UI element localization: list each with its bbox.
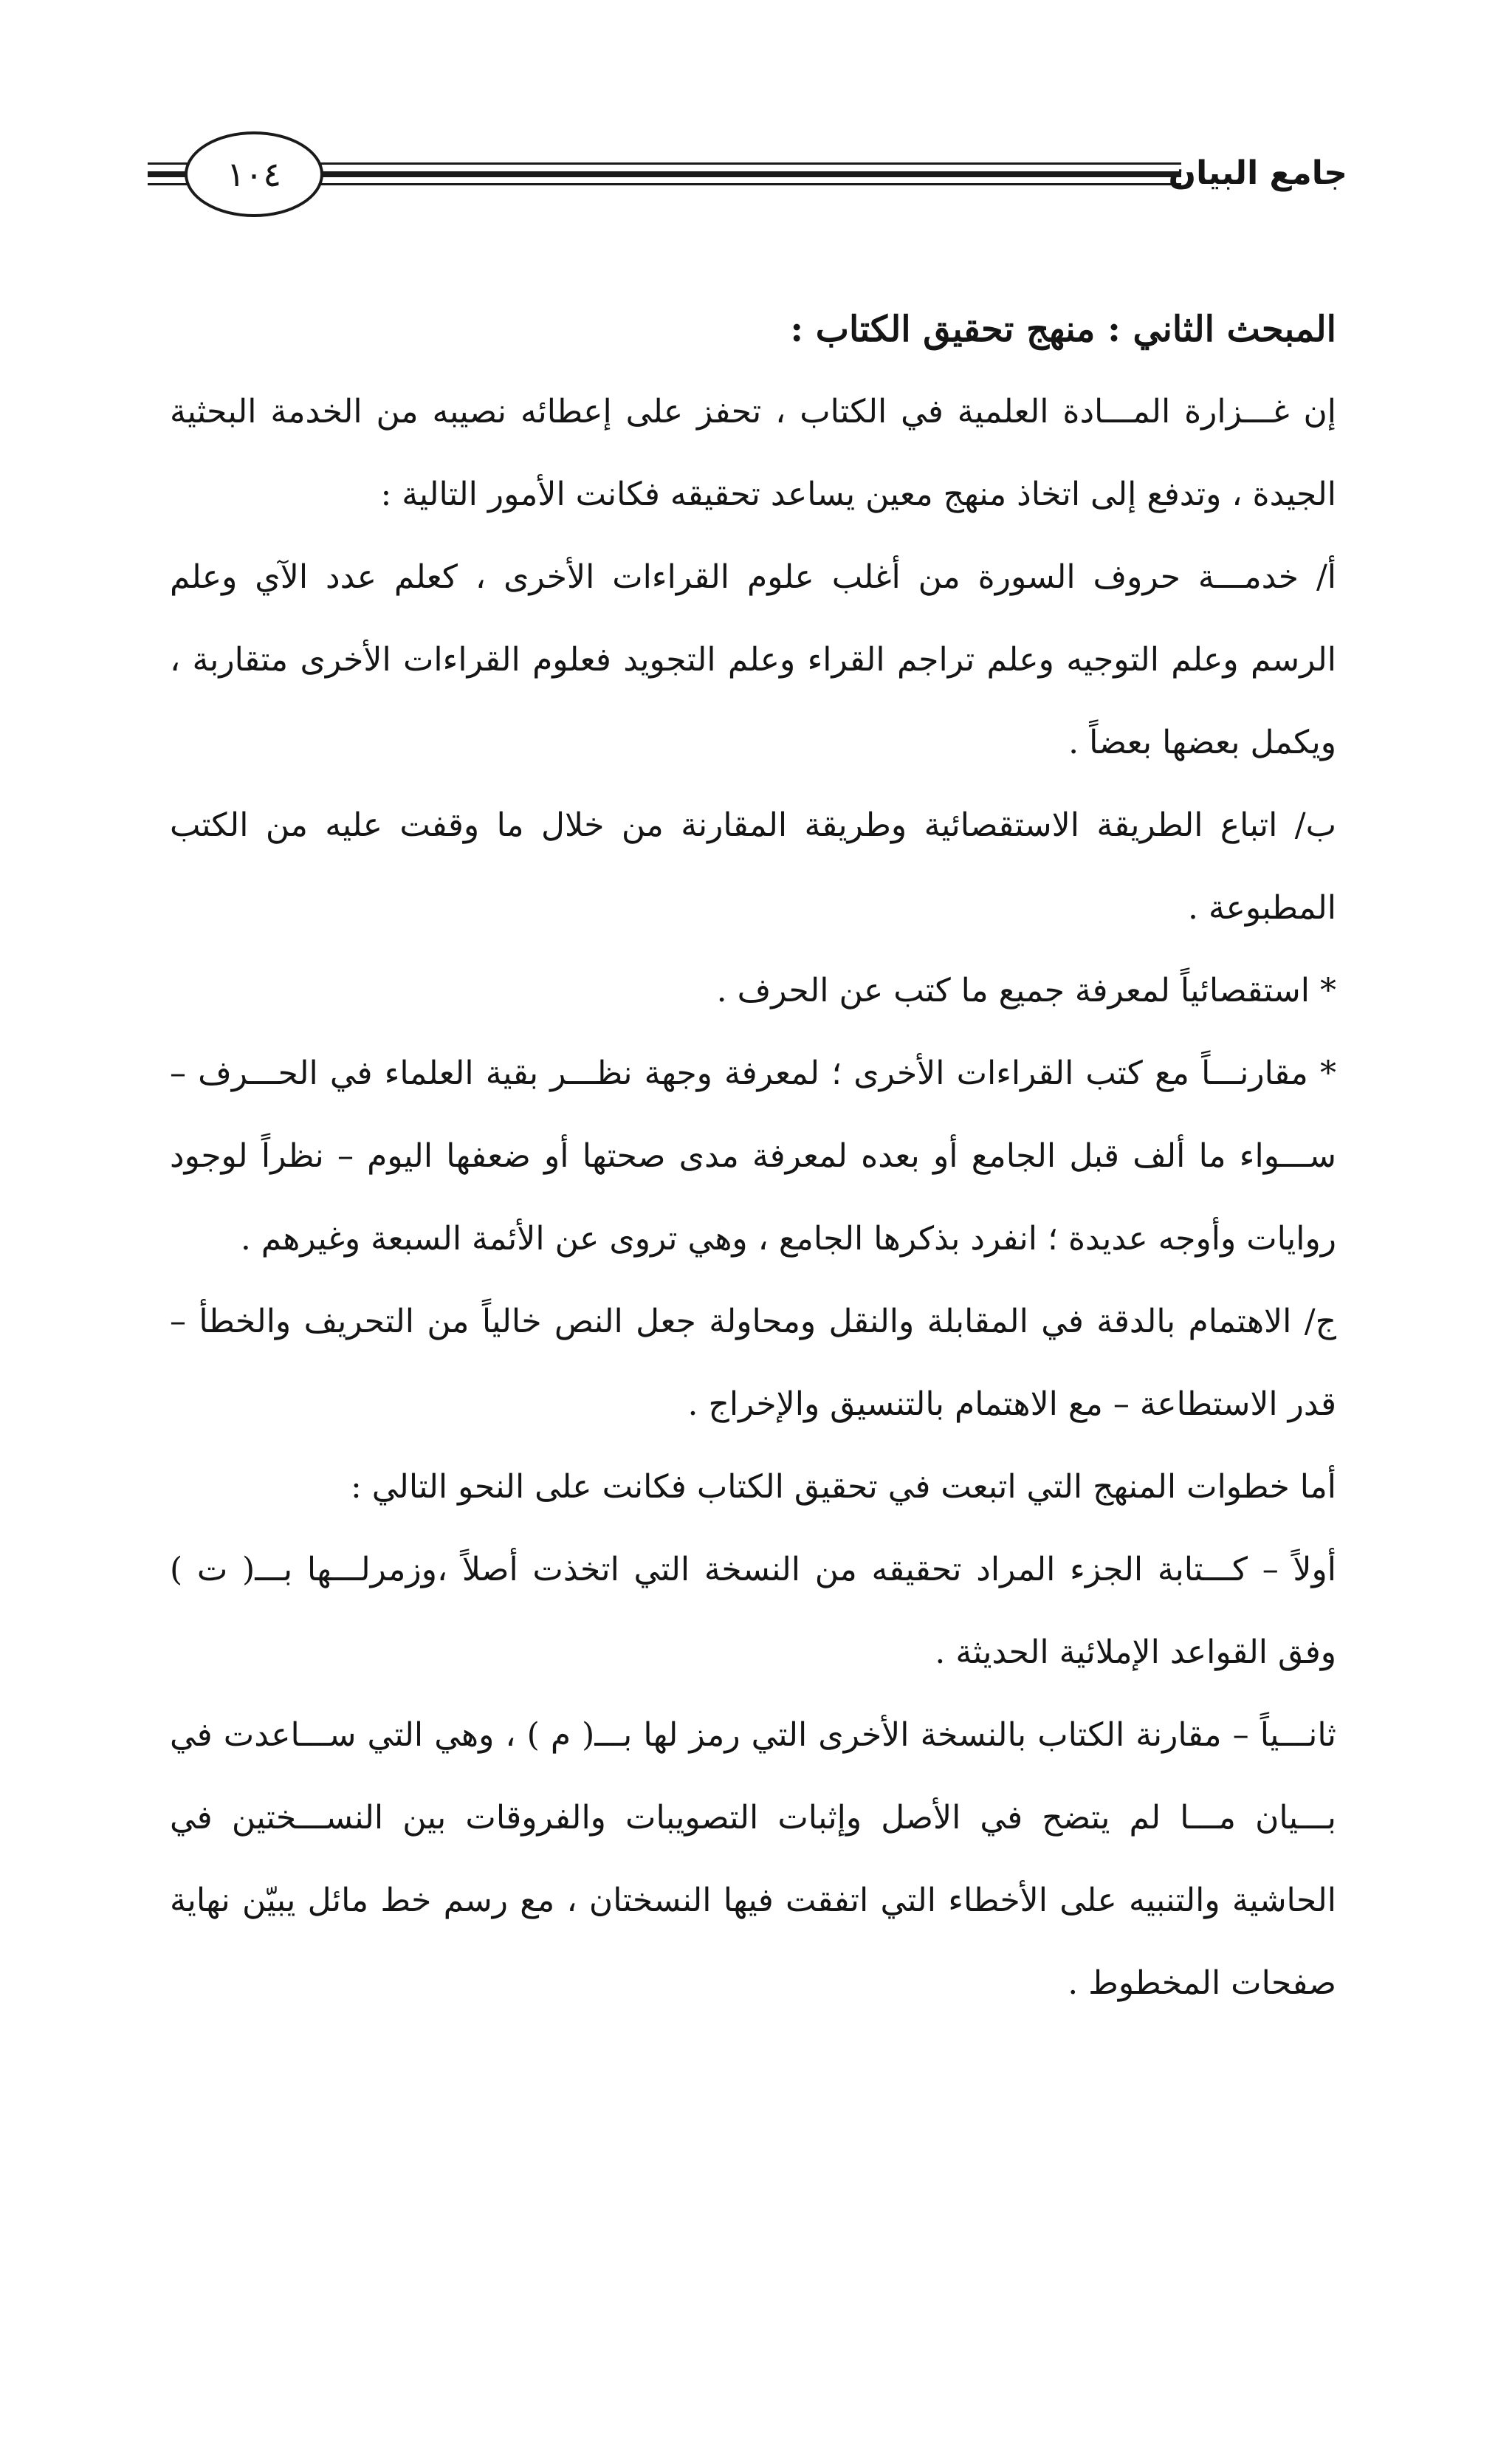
paragraph-intro: إن غـــزارة المـــادة العلمية في الكتاب ، تحفز على إعطائه نصيبه من الخدمة البحثية الجيدة ، وتدفع إلى اتخاذ منهج معين يساعد تحقيقه فكانت الأمور التالية :	[170, 393, 1336, 513]
paragraph-step-one: أولاً – كـــتابة الجزء المراد تحقيقه من النسخة التي اتخذت أصلاً ،وزمرلـــها بـــ( ت ) وفق القواعد الإملائية الحديثة .	[170, 1551, 1336, 1671]
book-title: جامع البيان	[1168, 154, 1347, 192]
paragraph-steps-intro: أما خطوات المنهج التي اتبعت في تحقيق الكتاب فكانت على النحو التالي :	[350, 1468, 1336, 1506]
section-title: المبحث الثاني : منهج تحقيق الكتاب :	[790, 309, 1336, 350]
page-number: ١٠٤	[226, 154, 282, 194]
bullet-istiqsa: * استقصائياً لمعرفة جميع ما كتب عن الحرف .	[716, 972, 1336, 1009]
paragraph-jim: ج/ الاهتمام بالدقة في المقابلة والنقل ومحاولة جعل النص خالياً من التحريف والخطأ – قدر الاستطاعة – مع الاهتمام بالتنسيق والإخراج .	[170, 1303, 1336, 1423]
page-header	[0, 0, 1512, 244]
paragraph-alif: أ/ خدمـــة حروف السورة من أغلب علوم القراءات الأخرى ، كعلم عدد الآي وعلم الرسم وعلم التوجيه وعلم تراجم القراء وعلم التجويد فعلوم القراءات الأخرى متقاربة ، ويكمل بعضها بعضاً .	[170, 558, 1336, 761]
page-body	[170, 288, 1336, 2025]
page-number-oval	[185, 131, 323, 217]
paragraph-step-two: ثانـــياً – مقارنة الكتاب بالنسخة الأخرى التي رمز لها بـــ( م ) ، وهي التي ســـاعدت في بـــيان مـــا لم يتضح في الأصل وإثبات التصويبات والفروقات بين النســـختين في الحاشية والتنبيه على الأخطاء التي اتفقت فيها النسختان ، مع رسم خط مائل يبيّن نهاية صفحات المخطوط .	[170, 1716, 1336, 2002]
paragraph-ba: ب/ اتباع الطريقة الاستقصائية وطريقة المقارنة من خلال ما وقفت عليه من الكتب المطبوعة .	[170, 806, 1336, 927]
bullet-muqarana: * مقارنـــاً مع كتب القراءات الأخرى ؛ لمعرفة وجهة نظـــر بقية العلماء في الحـــرف – ســـواء ما ألف قبل الجامع أو بعده لمعرفة مدى صحتها أو ضعفها اليوم – نظراً لوجود روايات وأوجه عديدة ؛ انفرد بذكرها الجامع ، وهي تروى عن الأئمة السبعة وغيرهم .	[170, 1055, 1336, 1258]
